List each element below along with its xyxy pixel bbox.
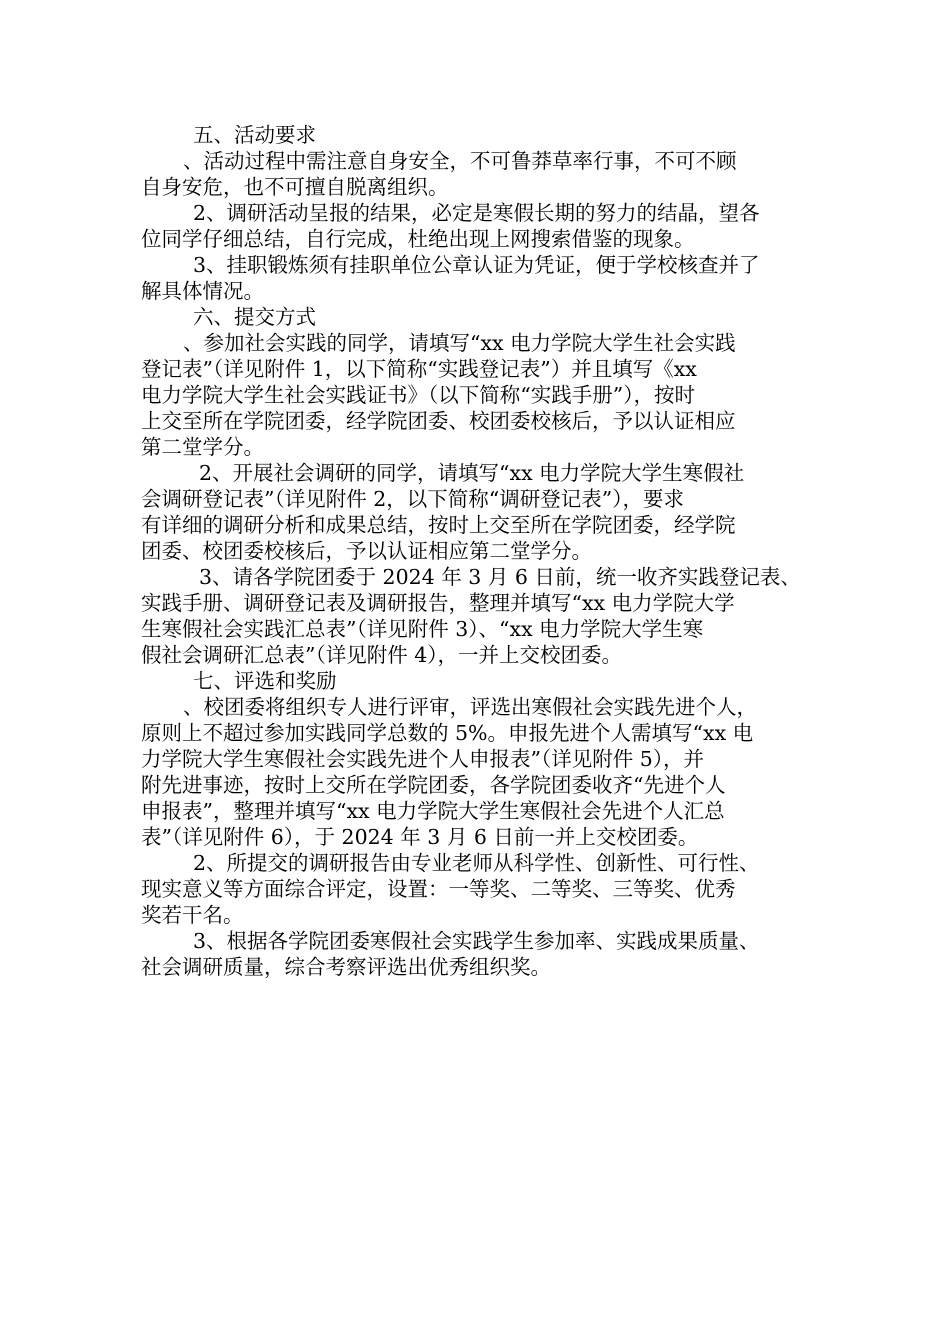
paragraph-line: 假社会调研汇总表”（详见附件 4），一并上交校团委。 xyxy=(141,643,623,667)
paragraph-6-1 xyxy=(141,330,811,460)
paragraph-line: 电力学院大学生社会实践证书》（以下简称“实践手册”），按时 xyxy=(141,383,695,407)
paragraph-6-2 xyxy=(141,460,811,564)
paragraph-7-1 xyxy=(141,694,811,850)
section-heading-6: 六、提交方式 xyxy=(193,305,316,329)
paragraph-line: 位同学仔细总结，自行完成，杜绝出现上网搜索借鉴的现象。 xyxy=(141,227,695,251)
paragraph-line: 会调研登记表”（详见附件 2，以下简称“调研登记表”），要求 xyxy=(141,487,684,511)
paragraph-5-1 xyxy=(141,148,811,200)
paragraph-line: 登记表”（详见附件 1，以下简称“实践登记表”）并且填写《xx xyxy=(141,357,697,381)
document-page xyxy=(141,122,811,980)
paragraph-line: 团委、校团委校核后，予以认证相应第二堂学分。 xyxy=(141,539,592,563)
paragraph-line: 生寒假社会实践汇总表”（详见附件 3）、“xx 电力学院大学生寒 xyxy=(141,617,704,641)
paragraph-5-3 xyxy=(141,252,811,304)
paragraph-line: 表”（详见附件 6），于 2024 年 3 月 6 日前一并上交校团委。 xyxy=(141,825,699,849)
paragraph-line: 附先进事迹，按时上交所在学院团委，各学院团委收齐“先进个人 xyxy=(141,773,726,797)
paragraph-line: 原则上不超过参加实践同学总数的 5%。申报先进个人需填写“xx 电 xyxy=(141,721,754,745)
paragraph-7-3 xyxy=(141,928,811,980)
paragraph-line: 第二堂学分。 xyxy=(141,435,264,459)
paragraph-line: 有详细的调研分析和成果总结，按时上交至所在学院团委，经学院 xyxy=(141,513,736,537)
paragraph-line: 2、所提交的调研报告由专业老师从科学性、创新性、可行性、 xyxy=(193,851,760,875)
paragraph-5-2 xyxy=(141,200,811,252)
paragraph-7-2 xyxy=(141,850,811,928)
paragraph-6-3 xyxy=(141,564,811,668)
paragraph-line: 上交至所在学院团委，经学院团委、校团委校核后，予以认证相应 xyxy=(141,409,736,433)
paragraph-line: 力学院大学生寒假社会实践先进个人申报表”（详见附件 5），并 xyxy=(141,747,705,771)
paragraph-line: 社会调研质量，综合考察评选出优秀组织奖。 xyxy=(141,955,551,979)
paragraph-line: 、活动过程中需注意自身安全，不可鲁莽草率行事，不可不顾 xyxy=(183,149,737,173)
paragraph-line: 、参加社会实践的同学，请填写“xx 电力学院大学生社会实践 xyxy=(183,331,736,355)
paragraph-line: 申报表”，整理并填写“xx 电力学院大学生寒假社会先进个人汇总 xyxy=(141,799,725,823)
paragraph-line: 2、调研活动呈报的结果，必定是寒假长期的努力的结晶，望各 xyxy=(193,201,760,225)
paragraph-line: 实践手册、调研登记表及调研报告，整理并填写“xx 电力学院大学 xyxy=(141,591,735,615)
paragraph-line: 2、开展社会调研的同学，请填写“xx 电力学院大学生寒假社 xyxy=(199,461,745,485)
paragraph-line: 自身安危，也不可擅自脱离组织。 xyxy=(141,175,449,199)
section-heading-7: 七、评选和奖励 xyxy=(193,669,337,693)
paragraph-line: 奖若干名。 xyxy=(141,903,244,927)
paragraph-line: 现实意义等方面综合评定，设置：一等奖、二等奖、三等奖、优秀 xyxy=(141,877,736,901)
paragraph-line: 、校团委将组织专人进行评审，评选出寒假社会实践先进个人， xyxy=(183,695,757,719)
section-heading-5: 五、活动要求 xyxy=(193,123,316,147)
paragraph-line: 3、根据各学院团委寒假社会实践学生参加率、实践成果质量、 xyxy=(193,929,760,953)
paragraph-line: 解具体情况。 xyxy=(141,279,264,303)
paragraph-line: 3、挂职锻炼须有挂职单位公章认证为凭证，便于学校核查并了 xyxy=(193,253,760,277)
paragraph-line: 3、请各学院团委于 2024 年 3 月 6 日前，统一收齐实践登记表、 xyxy=(199,565,801,589)
